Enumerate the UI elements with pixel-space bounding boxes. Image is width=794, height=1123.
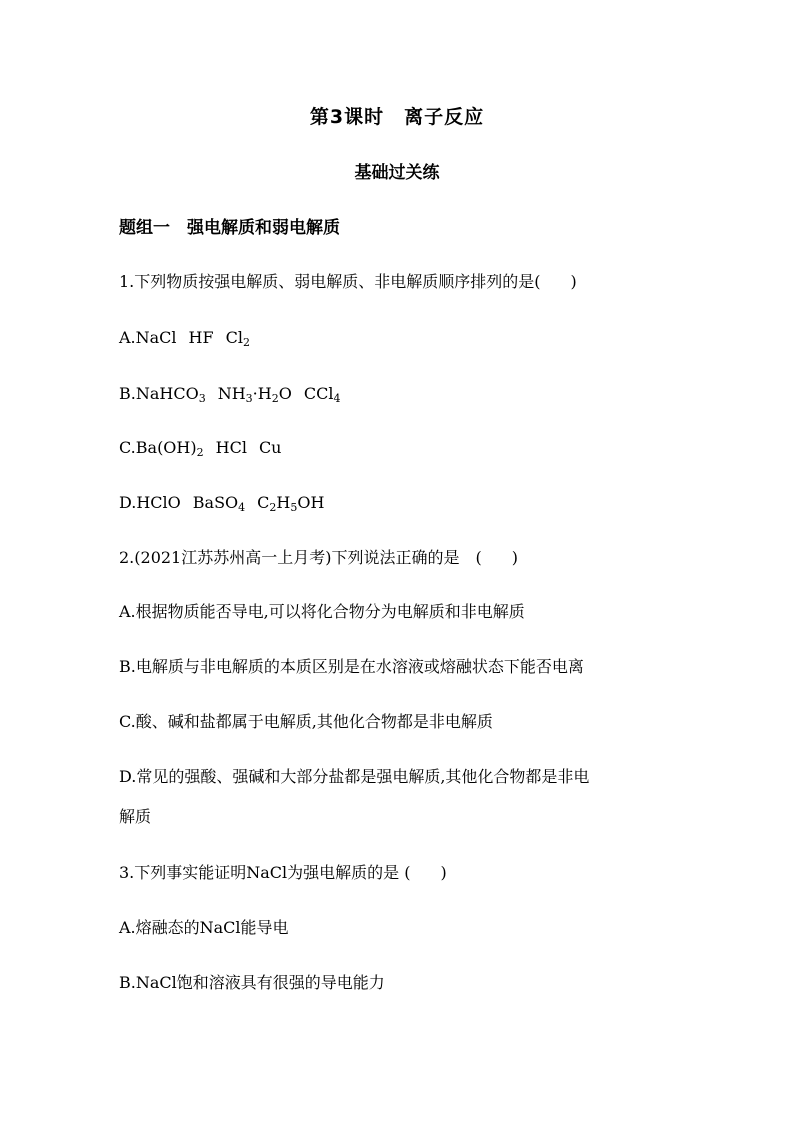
option-item: HCl (215, 438, 247, 457)
question-2-option-d: D.常见的强酸、强碱和大部分盐都是强电解质,其他化合物都是非电 (119, 767, 590, 786)
option-label: A. (119, 328, 136, 347)
option-item: HClO (136, 493, 181, 512)
question-2-option-b: B.电解质与非电解质的本质区别是在水溶液或熔融状态下能否电离 (119, 657, 584, 676)
option-item: NaCl (135, 328, 177, 347)
question-1-option-b (119, 384, 340, 404)
option-item-formula: $C_2H_5OH$ (257, 493, 325, 514)
page-title: 第3课时 离子反应 (309, 106, 485, 128)
question-1-option-a (119, 328, 250, 348)
question-1-paren-close: ) (570, 272, 577, 291)
section-heading: 题组一 强电解质和弱电解质 (119, 218, 340, 238)
page-subtitle: 基础过关练 (354, 163, 440, 183)
option-item-formula: $NH_3\cdot H_2O$ (217, 384, 292, 405)
option-item-formula: CCl$_4$ (303, 384, 341, 405)
question-3-paren-close: ) (440, 863, 447, 882)
option-item-formula: $Cl_2$ (225, 328, 250, 349)
option-item-formula: $Ba(OH)_2$ (135, 438, 204, 459)
option-item-formula: BaSO$_4$ (192, 493, 246, 514)
question-1-option-c (119, 438, 281, 458)
option-label: C. (119, 438, 136, 457)
question-1-stem (119, 272, 577, 292)
option-item: Cu (258, 438, 282, 457)
option-label: D. (119, 493, 137, 512)
question-3-option-b: B.NaCl饱和溶液具有很强的导电能力 (119, 973, 385, 992)
question-3-stem-text: 3.下列事实能证明NaCl为强电解质的是 ( (119, 863, 411, 882)
option-item-formula: NaHCO$_3$ (135, 384, 206, 405)
question-1-option-d (119, 493, 324, 513)
question-2-stem (119, 548, 518, 568)
question-2-option-d-continuation: 解质 (119, 807, 152, 826)
option-label: B. (119, 384, 136, 403)
question-1-stem-text: 1.下列物质按强电解质、弱电解质、非电解质顺序排列的是( (119, 272, 541, 291)
question-2-option-c: C.酸、碱和盐都属于电解质,其他化合物都是非电解质 (119, 712, 493, 731)
question-2-paren-close: ) (511, 548, 518, 567)
question-2-option-a: A.根据物质能否导电,可以将化合物分为电解质和非电解质 (119, 602, 525, 621)
question-3-option-a: A.熔融态的NaCl能导电 (119, 918, 289, 937)
question-3-stem (119, 863, 447, 883)
option-item: HF (188, 328, 214, 347)
question-2-stem-text: 2.(2021江苏苏州高一上月考)下列说法正确的是 ( (119, 548, 482, 567)
